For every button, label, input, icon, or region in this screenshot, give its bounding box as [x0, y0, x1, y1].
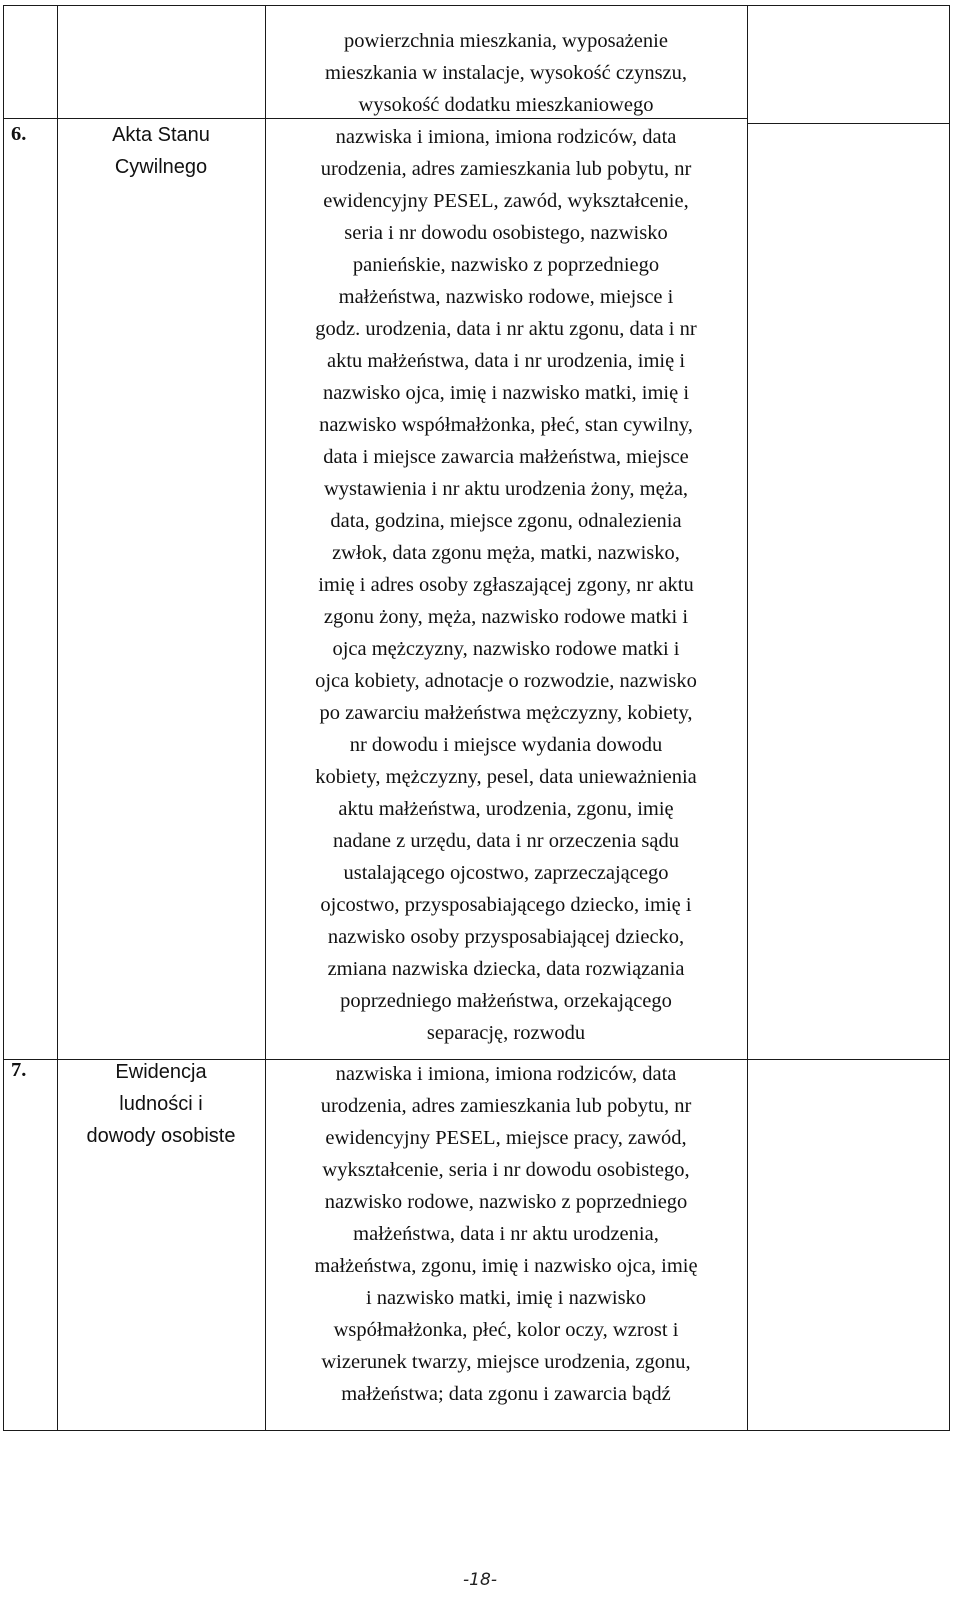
description-line: zgonu żony, męża, nazwisko rodowe matki i: [323, 605, 689, 628]
description-line: data, godzina, miejsce zgonu, odnalezienia: [330, 509, 682, 532]
description-line: wizerunek twarzy, miejsce urodzenia, zgonu,: [321, 1350, 691, 1373]
description-line: urodzenia, adres zamieszkania lub pobytu, nr: [320, 1094, 692, 1117]
description-line: nr dowodu i miejsce wydania dowodu: [349, 733, 663, 756]
category-name-line: Akta Stanu: [112, 123, 210, 146]
description-line: kobiety, mężczyzny, pesel, data unieważnienia: [315, 765, 697, 788]
description-line: ojca kobiety, adnotacje o rozwodzie, nazwisko: [315, 669, 697, 692]
description-line: imię i adres osoby zgłaszającej zgony, nr aktu: [318, 573, 694, 596]
description-line: wykształcenie, seria i nr dowodu osobistego,: [322, 1158, 690, 1181]
category-name: [57, 1056, 265, 1152]
category-name-line: Ewidencja: [115, 1060, 207, 1083]
description-line: nazwiska i imiona, imiona rodziców, data: [335, 125, 677, 148]
table-border-right: [949, 5, 950, 1431]
description-line: nazwiska i imiona, imiona rodziców, data: [335, 1062, 677, 1085]
category-name-line: ludności i: [119, 1092, 203, 1115]
table-border-left: [3, 5, 4, 1431]
category-name: [57, 119, 265, 183]
description-line: wysokość dodatku mieszkaniowego: [358, 93, 654, 116]
description-line: poprzedniego małżeństwa, orzekającego: [340, 989, 672, 1012]
description-line: ojcostwo, przysposabiającego dziecko, imię i: [320, 893, 692, 916]
table-border-top: [3, 5, 950, 6]
description-line: małżeństwa, data i nr aktu urodzenia,: [353, 1222, 659, 1245]
row-divider-6-right: [747, 123, 950, 124]
category-description: [265, 1058, 747, 1410]
description-line: nadane z urzędu, data i nr orzeczenia sądu: [332, 829, 680, 852]
description-line: po zawarciu małżeństwa mężczyzny, kobiety,: [319, 701, 693, 724]
description-line: ojca mężczyzny, nazwisko rodowe matki i: [332, 637, 680, 660]
description-line: nazwisko ojca, imię i nazwisko matki, imię i: [322, 381, 690, 404]
description-line: nazwisko osoby przysposabiającej dziecko,: [327, 925, 685, 948]
description-line: urodzenia, adres zamieszkania lub pobytu, nr: [320, 157, 692, 180]
description-line: i nazwisko matki, imię i nazwisko: [365, 1286, 647, 1309]
description-line: aktu małżeństwa, urodzenia, zgonu, imię: [338, 797, 674, 820]
description-line: separację, rozwodu: [426, 1021, 586, 1044]
description-line: ewidencyjny PESEL, miejsce pracy, zawód,: [325, 1126, 687, 1149]
category-name-line: Cywilnego: [114, 155, 208, 178]
description-line: współmałżonka, płeć, kolor oczy, wzrost i: [333, 1318, 679, 1341]
description-line: godz. urodzenia, data i nr aktu zgonu, data i nr: [315, 317, 697, 340]
column-divider-3: [747, 5, 748, 1431]
description-line: data i miejsce zawarcia małżeństwa, miejsce: [323, 445, 689, 468]
description-line: nazwisko współmałżonka, płeć, stan cywilny,: [319, 413, 693, 436]
description-line: aktu małżeństwa, data i nr urodzenia, imię i: [326, 349, 686, 372]
description-line: wystawienia i nr aktu urodzenia żony, męża,: [323, 477, 689, 500]
description-line: seria i nr dowodu osobistego, nazwisko: [344, 221, 668, 244]
category-name-line: dowody osobiste: [86, 1124, 236, 1147]
description-line: ewidencyjny PESEL, zawód, wykształcenie,: [323, 189, 689, 212]
description-line: panieńskie, nazwisko z poprzedniego: [352, 253, 660, 276]
description-line: zmiana nazwiska dziecka, data rozwiązania: [327, 957, 685, 980]
description-line: małżeństwa, zgonu, imię i nazwisko ojca, imię: [314, 1254, 698, 1277]
description-line: zwłok, data zgonu męża, matki, nazwisko,: [332, 541, 680, 564]
description-line: nazwisko rodowe, nazwisko z poprzedniego: [324, 1190, 688, 1213]
data-table: [3, 5, 951, 1431]
category-description: [265, 121, 747, 1049]
row-number: 6.: [11, 123, 27, 145]
page-number: -18-: [463, 1570, 497, 1590]
description-line: ustalającego ojcostwo, zaprzeczającego: [343, 861, 669, 884]
description-line: małżeństwa, nazwisko rodowe, miejsce i: [338, 285, 674, 308]
description-line: mieszkania w instalacje, wysokość czynszu,: [324, 61, 688, 84]
description-line: powierzchnia mieszkania, wyposażenie: [344, 29, 668, 52]
continuation-description: [265, 25, 747, 121]
table-border-bottom: [3, 1430, 950, 1431]
description-line: małżeństwa; data zgonu i zawarcia bądź: [341, 1382, 671, 1405]
row-number: 7.: [11, 1059, 27, 1081]
column-divider-1: [57, 5, 58, 1431]
